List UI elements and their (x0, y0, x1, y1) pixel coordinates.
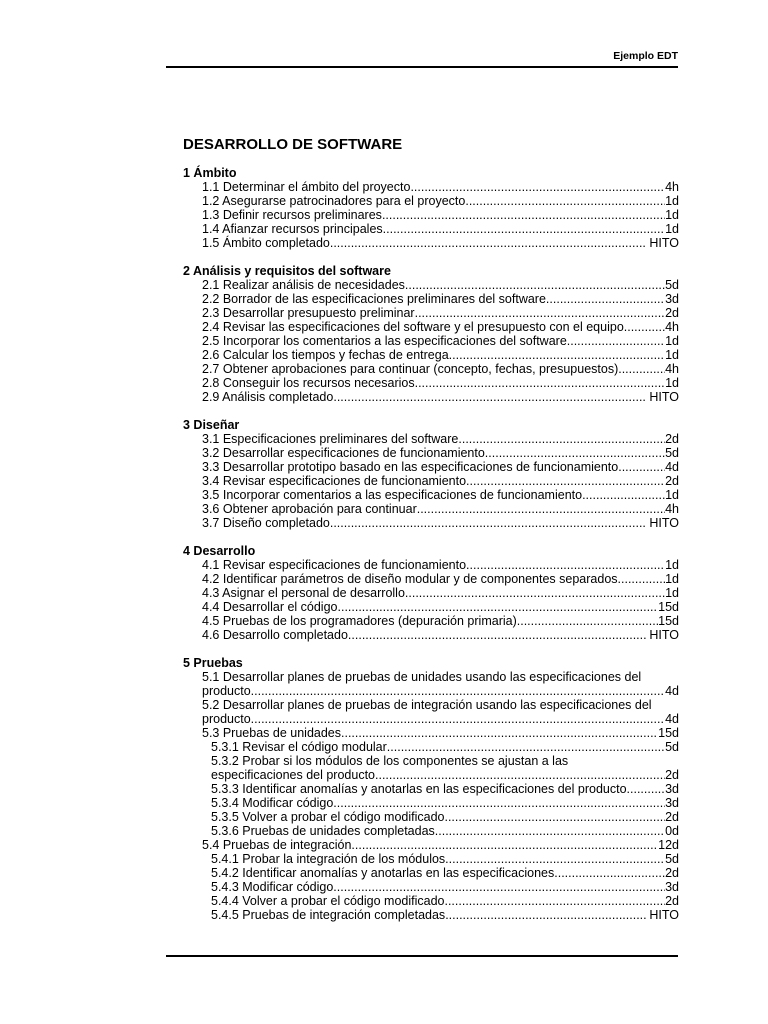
task-label: 3.6 Obtener aprobación para continuar (202, 502, 417, 516)
dot-leader (415, 306, 665, 320)
task-duration: 12d (658, 838, 679, 852)
dot-leader (466, 558, 665, 572)
task-duration: 1d (665, 222, 679, 236)
task-label: 1.2 Asegurarse patrocinadores para el proyecto (202, 194, 466, 208)
dot-leader (485, 446, 665, 460)
task-label: 5.3.6 Pruebas de unidades completadas (211, 824, 435, 838)
task-row (183, 894, 679, 908)
dot-leader (546, 292, 665, 306)
task-row (183, 852, 679, 866)
task-label: 3.3 Desarrollar prototipo basado en las especificaciones de funcionamiento (202, 460, 619, 474)
task-duration: 1d (665, 208, 679, 222)
dot-leader (444, 894, 665, 908)
task-row (183, 586, 679, 600)
dot-leader (405, 278, 665, 292)
task-label: 4.3 Asignar el personal de desarrollo (202, 586, 405, 600)
dot-leader (517, 614, 658, 628)
task-label: 5.4 Pruebas de integración (202, 838, 352, 852)
task-duration: HITO (649, 628, 679, 642)
task-label: 5.4.4 Volver a probar el código modificado (211, 894, 445, 908)
task-duration: HITO (649, 908, 679, 922)
dot-leader (383, 222, 665, 236)
task-label: 2.7 Obtener aprobaciones para continuar (concepto, fechas, presupuestos) (202, 362, 619, 376)
task-row (183, 796, 679, 810)
task-duration: HITO (649, 516, 679, 530)
task-row (183, 222, 679, 236)
dot-leader (338, 600, 659, 614)
task-row (183, 740, 679, 754)
task-label: 3.2 Desarrollar especificaciones de funcionamiento (202, 446, 485, 460)
document-title: DESARROLLO DE SOFTWARE (183, 136, 403, 153)
task-row (183, 460, 679, 474)
task-duration: 4d (665, 712, 679, 726)
task-label: 5.4.5 Pruebas de integración completadas (211, 908, 446, 922)
dot-leader (465, 194, 665, 208)
task-row (183, 474, 679, 488)
task-label: 5.3.3 Identificar anomalías y anotarlas en las especificaciones del producto (211, 782, 627, 796)
task-row (183, 572, 679, 586)
dot-leader (445, 852, 665, 866)
task-label: 1.3 Definir recursos preliminares (202, 208, 382, 222)
dot-leader (333, 390, 646, 404)
task-duration: 5d (665, 852, 679, 866)
task-label: 1.4 Afianzar recursos principales (202, 222, 383, 236)
task-duration: 3d (665, 292, 679, 306)
task-duration: 1d (665, 376, 679, 390)
dot-leader (351, 838, 658, 852)
task-row (183, 502, 679, 516)
task-duration: 4h (665, 180, 679, 194)
task-row (183, 908, 679, 922)
dot-leader (348, 628, 646, 642)
task-row (183, 614, 679, 628)
task-row (183, 208, 679, 222)
wbs-section (183, 544, 679, 642)
dot-leader (417, 502, 665, 516)
task-label-line: 5.1 Desarrollar planes de pruebas de unidades usando las especificaciones del (202, 670, 642, 684)
dot-leader (582, 488, 665, 502)
task-duration: 2d (665, 866, 679, 880)
dot-leader (375, 768, 665, 782)
section-title: 4 Desarrollo (183, 544, 256, 558)
dot-leader (330, 236, 646, 250)
wbs-section (183, 264, 679, 404)
task-row (183, 236, 679, 250)
task-row (183, 488, 679, 502)
task-label: 4.5 Pruebas de los programadores (depuración primaria) (202, 614, 517, 628)
task-row (183, 306, 679, 320)
dot-leader (458, 432, 665, 446)
task-duration: 5d (665, 278, 679, 292)
task-duration: 2d (665, 432, 679, 446)
dot-leader (567, 334, 665, 348)
task-label: 5.4.2 Identificar anomalías y anotarlas en las especificaciones (211, 866, 555, 880)
wbs-section (183, 166, 679, 250)
dot-leader (410, 180, 665, 194)
task-row (183, 446, 679, 460)
task-label: 1.5 Ámbito completado (202, 236, 330, 250)
task-duration: 2d (665, 810, 679, 824)
section-title: 3 Diseñar (183, 418, 240, 432)
dot-leader (382, 208, 665, 222)
dot-leader (251, 712, 665, 726)
task-label: 4.1 Revisar especificaciones de funcionamiento (202, 558, 467, 572)
task-duration: 1d (665, 488, 679, 502)
task-row (183, 880, 679, 894)
task-label: producto (202, 684, 251, 698)
task-label-line: 5.3.2 Probar si los módulos de los componentes se ajustan a las (211, 754, 569, 768)
task-row (183, 334, 679, 348)
task-label: 2.9 Análisis completado (202, 390, 334, 404)
dot-leader (449, 348, 665, 362)
task-duration: 3d (665, 796, 679, 810)
task-row (183, 866, 679, 880)
task-duration: HITO (649, 236, 679, 250)
task-row (183, 432, 679, 446)
task-duration: 1d (665, 348, 679, 362)
dot-leader (445, 908, 646, 922)
task-label-line: 5.2 Desarrollar planes de pruebas de integración usando las especificaciones del (202, 698, 652, 712)
task-duration: 2d (665, 768, 679, 782)
task-label: 2.5 Incorporar los comentarios a las especificaciones del software (202, 334, 567, 348)
dot-leader (341, 726, 658, 740)
task-duration: 15d (658, 726, 679, 740)
task-label: 2.6 Calcular los tiempos y fechas de entrega (202, 348, 449, 362)
task-duration: 4h (665, 362, 679, 376)
task-duration: 2d (665, 306, 679, 320)
dot-leader (333, 796, 665, 810)
task-duration: 15d (658, 614, 679, 628)
task-label: 2.3 Desarrollar presupuesto preliminar (202, 306, 415, 320)
task-row (183, 320, 679, 334)
task-label: 5.4.3 Modificar código (211, 880, 334, 894)
section-title: 2 Análisis y requisitos del software (183, 264, 391, 278)
task-duration: 0d (665, 824, 679, 838)
task-label: 2.4 Revisar las especificaciones del software y el presupuesto con el equipo (202, 320, 624, 334)
task-row (183, 194, 679, 208)
page-header-label: Ejemplo EDT (613, 50, 678, 62)
task-row (183, 684, 679, 698)
task-row (183, 824, 679, 838)
task-duration: 4h (665, 502, 679, 516)
task-label: 3.1 Especificaciones preliminares del software (202, 432, 459, 446)
task-label: 4.6 Desarrollo completado (202, 628, 348, 642)
task-label: 3.5 Incorporar comentarios a las especificaciones de funcionamiento (202, 488, 583, 502)
wbs-section (183, 656, 679, 922)
task-label: 2.1 Realizar análisis de necesidades (202, 278, 405, 292)
task-row (183, 712, 679, 726)
task-duration: 1d (665, 334, 679, 348)
task-row (183, 362, 679, 376)
task-label: 5.3.5 Volver a probar el código modificado (211, 810, 445, 824)
wbs-outline (183, 166, 679, 936)
task-label: 4.4 Desarrollar el código (202, 600, 338, 614)
task-row (183, 376, 679, 390)
task-label: 2.2 Borrador de las especificaciones preliminares del software (202, 292, 546, 306)
task-label: 4.2 Identificar parámetros de diseño modular y de componentes separados (202, 572, 618, 586)
task-row (183, 516, 679, 530)
task-duration: 1d (665, 586, 679, 600)
task-duration: HITO (649, 390, 679, 404)
task-row (183, 348, 679, 362)
task-duration: 5d (665, 446, 679, 460)
dot-leader (387, 740, 665, 754)
dot-leader (333, 880, 665, 894)
task-duration: 4d (665, 460, 679, 474)
dot-leader (627, 782, 666, 796)
task-row (183, 782, 679, 796)
task-label: 2.8 Conseguir los recursos necesarios (202, 376, 415, 390)
task-row (183, 600, 679, 614)
task-label: 5.4.1 Probar la integración de los módulos (211, 852, 446, 866)
task-row (183, 292, 679, 306)
section-title: 1 Ámbito (183, 166, 237, 180)
wbs-section (183, 418, 679, 530)
dot-leader (405, 586, 665, 600)
dot-leader (466, 474, 665, 488)
task-duration: 1d (665, 558, 679, 572)
task-duration: 3d (665, 880, 679, 894)
task-label: especificaciones del producto (211, 768, 375, 782)
task-row (183, 810, 679, 824)
dot-leader (554, 866, 665, 880)
task-label: 5.3.1 Revisar el código modular (211, 740, 387, 754)
task-duration: 15d (658, 600, 679, 614)
task-duration: 4h (665, 320, 679, 334)
header-rule (166, 66, 678, 68)
dot-leader (618, 362, 665, 376)
dot-leader (435, 824, 665, 838)
task-row (183, 838, 679, 852)
dot-leader (624, 320, 665, 334)
task-row (183, 180, 679, 194)
dot-leader (330, 516, 646, 530)
dot-leader (415, 376, 665, 390)
section-title: 5 Pruebas (183, 656, 243, 670)
task-label: 1.1 Determinar el ámbito del proyecto (202, 180, 411, 194)
dot-leader (251, 684, 665, 698)
dot-leader (444, 810, 665, 824)
task-duration: 3d (665, 782, 679, 796)
task-row (183, 390, 679, 404)
dot-leader (618, 572, 666, 586)
task-row (183, 726, 679, 740)
task-row (183, 768, 679, 782)
task-row (183, 628, 679, 642)
task-duration: 1d (665, 572, 679, 586)
dot-leader (618, 460, 665, 474)
task-label: 3.7 Diseño completado (202, 516, 330, 530)
task-label: producto (202, 712, 251, 726)
footer-rule (166, 955, 678, 957)
task-duration: 1d (665, 194, 679, 208)
task-label: 5.3 Pruebas de unidades (202, 726, 341, 740)
task-duration: 4d (665, 684, 679, 698)
task-duration: 2d (665, 894, 679, 908)
task-row (183, 558, 679, 572)
task-row (183, 278, 679, 292)
task-duration: 5d (665, 740, 679, 754)
task-label: 3.4 Revisar especificaciones de funcionamiento (202, 474, 467, 488)
task-duration: 2d (665, 474, 679, 488)
task-label: 5.3.4 Modificar código (211, 796, 334, 810)
